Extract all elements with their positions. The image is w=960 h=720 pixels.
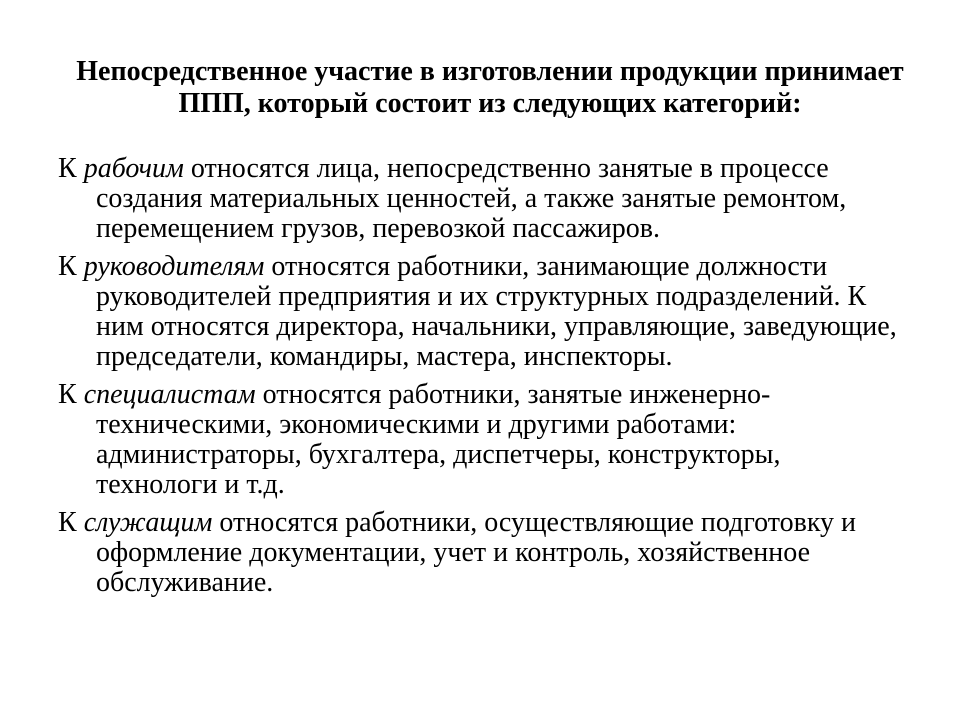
- paragraph-managers: [58, 252, 908, 372]
- paragraph-text: относятся работники, занятые инженерно-техническими, экономическими и другими работами: администраторы, бухгалтера, диспетчеры, конструкторы, технологи и т.д.: [96, 379, 781, 500]
- paragraph-lead: К: [58, 507, 84, 538]
- paragraph-employees: [58, 508, 908, 598]
- paragraph-lead: К: [58, 251, 84, 282]
- paragraph-lead: К: [58, 379, 84, 410]
- category-term: служащим: [83, 507, 213, 538]
- slide-heading: Непосредственное участие в изготовлении продукции принимает ППП, который состоит из следующих категорий:: [76, 56, 904, 119]
- paragraph-workers: [58, 154, 908, 244]
- category-term: специалистам: [83, 379, 256, 410]
- category-term: рабочим: [83, 153, 184, 184]
- paragraph-text: относятся лица, непосредственно занятые в процессе создания материальных ценностей, а также занятые ремонтом, перемещением грузов, перевозкой пассажиров.: [96, 153, 847, 244]
- paragraph-list: [58, 154, 908, 606]
- paragraph-lead: К: [58, 153, 84, 184]
- paragraph-text: относятся работники, осуществляющие подготовку и оформление документации, учет и контроль, хозяйственное обслуживание.: [96, 507, 857, 598]
- paragraph-text: относятся работники, занимающие должности руководителей предприятия и их структурных подразделений. К ним относятся директора, начальники, управляющие, заведующие, председатели, командиры, мастера, инспекторы.: [96, 251, 897, 372]
- paragraph-specialists: [58, 380, 908, 500]
- category-term: руководителям: [83, 251, 265, 282]
